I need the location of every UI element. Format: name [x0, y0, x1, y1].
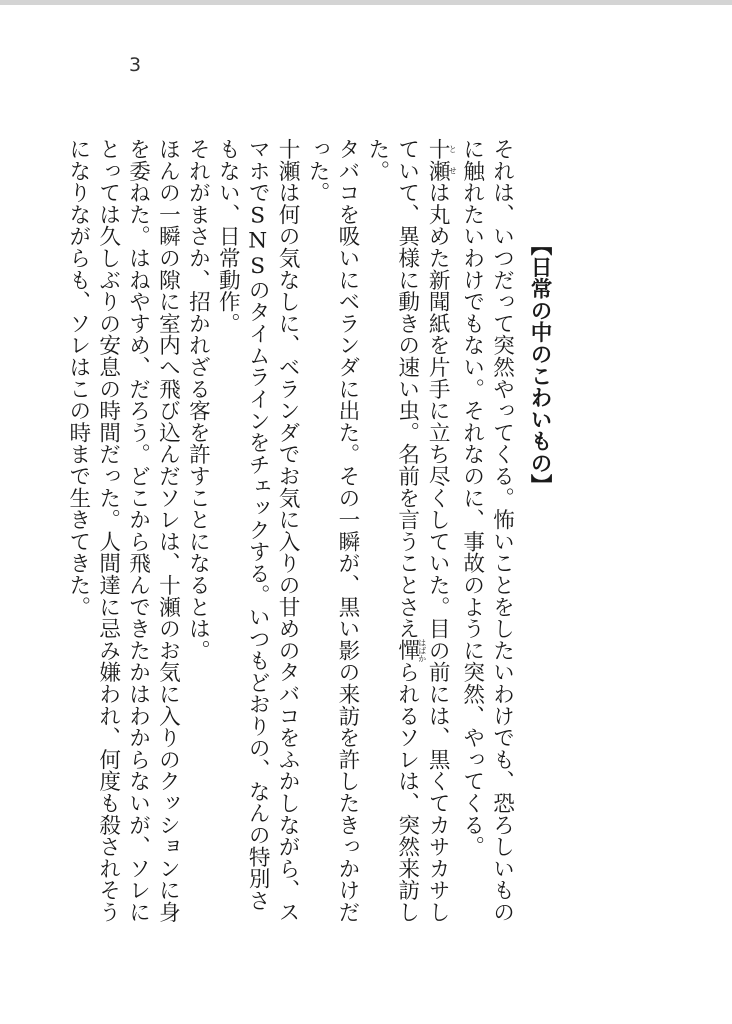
paragraph-1: それは、いつだって突然やってくる。怖いことをしたいわけでも、恐ろしいものに触れたいわけでもない。それなのに、事故のように突然、やってくる。 [459, 138, 515, 923]
paragraph-3: タバコを吸いにベランダに出た。その一瞬が、黒い影の来訪を許したきっかけだった。 [305, 138, 360, 923]
story-text-block [63, 138, 556, 928]
paragraph-4: 十瀬は何の気なしに、ベランダでお気に入りの甘めのタバコをふかしながら、スマホでSNSのタイムラインをチェックする。いつもどおりの、なんの特別さもない、日常動作。 [215, 138, 301, 923]
ruby-habaka-reading: はばか [417, 638, 427, 663]
paragraph-5: それがまさか、招かれざる客を許すことになるとは。 [185, 138, 211, 662]
ruby-tose-reading: とせ [448, 138, 458, 182]
ruby-habaka [394, 638, 427, 663]
page-number: 3 [129, 54, 142, 76]
ruby-habaka-base: 憚 [394, 638, 420, 663]
top-border-bar [0, 0, 732, 5]
ruby-tose-base: 十瀬 [425, 138, 451, 182]
story-title: 【日常の中のこわいもの】 [527, 234, 552, 496]
paragraph-6: ほんの一瞬の隙に室内へ飛び込んだソレは、十瀬のお気に入りのクッションに身を委ねた。はねやすめ、だろう。どこから飛んできたかはわからないが、ソレにとっては久しぶりの安息の時間だった。人間達に忌み嫌われ、何度も殺されそうになりながらも、ソレはこの時まで生きてきた。 [65, 138, 181, 923]
paragraph-2-middle: は丸めた新聞紙を片手に立ち尽くしていた。目の前には、黒くてカサカサしていて、異様に動きの速い虫。名前を言うことさえ [394, 138, 451, 923]
paragraph-2-after: られるソレは、突然来訪した。 [364, 138, 420, 923]
paragraph-2 [362, 138, 457, 928]
ruby-name-tose [425, 138, 458, 182]
